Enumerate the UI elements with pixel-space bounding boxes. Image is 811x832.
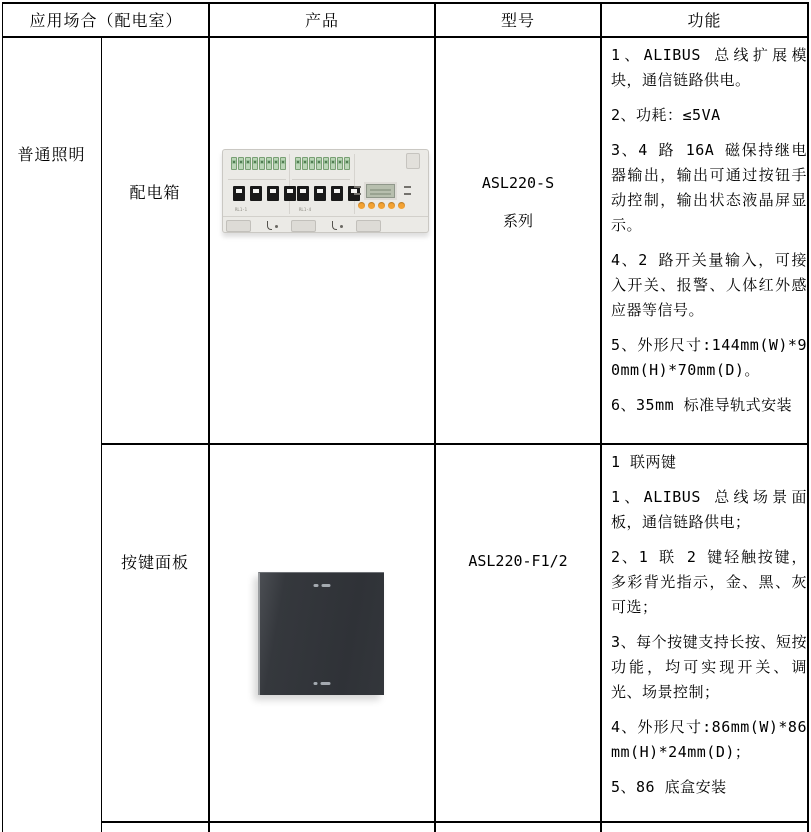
product-column-border	[208, 2, 210, 832]
function-item: 3、4 路 16A 磁保持继电器输出，输出可通过按钮手动控制，输出状态液晶屏显示。	[611, 141, 807, 234]
function-item: 1 联两键	[611, 453, 677, 471]
function-cell-row2	[611, 450, 807, 800]
function-column-border	[600, 2, 602, 832]
product-name-distribution-box: 配电箱	[129, 183, 181, 202]
function-item: 3、每个按键支持长按、短按功能，均可实现开关、调光、场景控制；	[611, 633, 807, 701]
header-model: 型号	[500, 10, 535, 30]
panel-bottom-indicator	[314, 682, 331, 685]
model-asl220f12: ASL220-F1/2	[468, 552, 568, 570]
function-item: 4、2 路开关量输入，可接入开关、报警、人体红外感应器等信号。	[611, 251, 807, 319]
module-button-tab	[356, 220, 381, 232]
module-label: RL1-4	[299, 207, 312, 212]
module-seam	[354, 154, 355, 214]
module-button-tab	[291, 220, 316, 232]
function-item: 1、ALIBUS 总线扩展模块，通信链路供电。	[611, 46, 807, 89]
module-seam	[289, 154, 290, 214]
application-subcolumn-border	[101, 37, 102, 832]
terminal-block-icons	[231, 157, 286, 170]
function-item: 2、1 联 2 键轻触按键，多彩背光指示，金、黑、灰可选；	[611, 548, 807, 616]
lcd-indicator	[404, 193, 411, 195]
application-cell: 普通照明	[17, 145, 86, 164]
function-item: 4、外形尺寸:86mm(W)*86mm(H)*24mm(D)；	[611, 718, 807, 761]
lcd-indicator	[354, 186, 361, 188]
header-function: 功能	[687, 10, 722, 30]
model-asl220s-series: 系列	[502, 212, 533, 230]
hook-icon	[267, 221, 272, 230]
product-name-button-panel: 按键面板	[120, 553, 189, 572]
relay-output-icons	[233, 186, 296, 201]
button-panel-image	[258, 572, 384, 695]
header-application: 应用场合（配电室）	[29, 10, 183, 30]
hook-icon	[332, 221, 337, 230]
module-groove	[292, 179, 350, 180]
header-product: 产品	[304, 10, 339, 30]
relay-output-icons	[297, 186, 360, 201]
model-asl220s: ASL220-S	[481, 174, 555, 192]
function-item: 5、86 底盒安装	[611, 778, 727, 796]
function-item: 6、35mm 标准导轨式安装	[611, 396, 793, 414]
table-border-right	[807, 2, 809, 832]
function-item: 5、外形尺寸:144mm(W)*90mm(H)*70mm(D)。	[611, 336, 807, 379]
model-column-border	[434, 2, 436, 832]
terminal-block-icons	[295, 157, 350, 170]
module-groove	[228, 179, 286, 180]
distribution-module-image	[222, 149, 429, 233]
module-clip	[406, 153, 420, 169]
lcd-indicator	[354, 193, 361, 195]
module-bottom-line	[223, 216, 428, 217]
header-bottom-border	[2, 36, 808, 38]
table-border-left	[2, 2, 3, 832]
lcd-indicator	[404, 186, 411, 188]
module-label: RL1-1	[235, 207, 248, 212]
lcd-display	[366, 184, 395, 198]
panel-top-indicator	[314, 584, 331, 587]
orange-button-icons	[358, 202, 405, 209]
function-cell-row1	[611, 43, 807, 418]
module-button-tab	[226, 220, 251, 232]
function-item: 1、ALIBUS 总线场景面板，通信链路供电；	[611, 488, 807, 531]
function-item: 2、功耗：≤5VA	[611, 106, 721, 124]
